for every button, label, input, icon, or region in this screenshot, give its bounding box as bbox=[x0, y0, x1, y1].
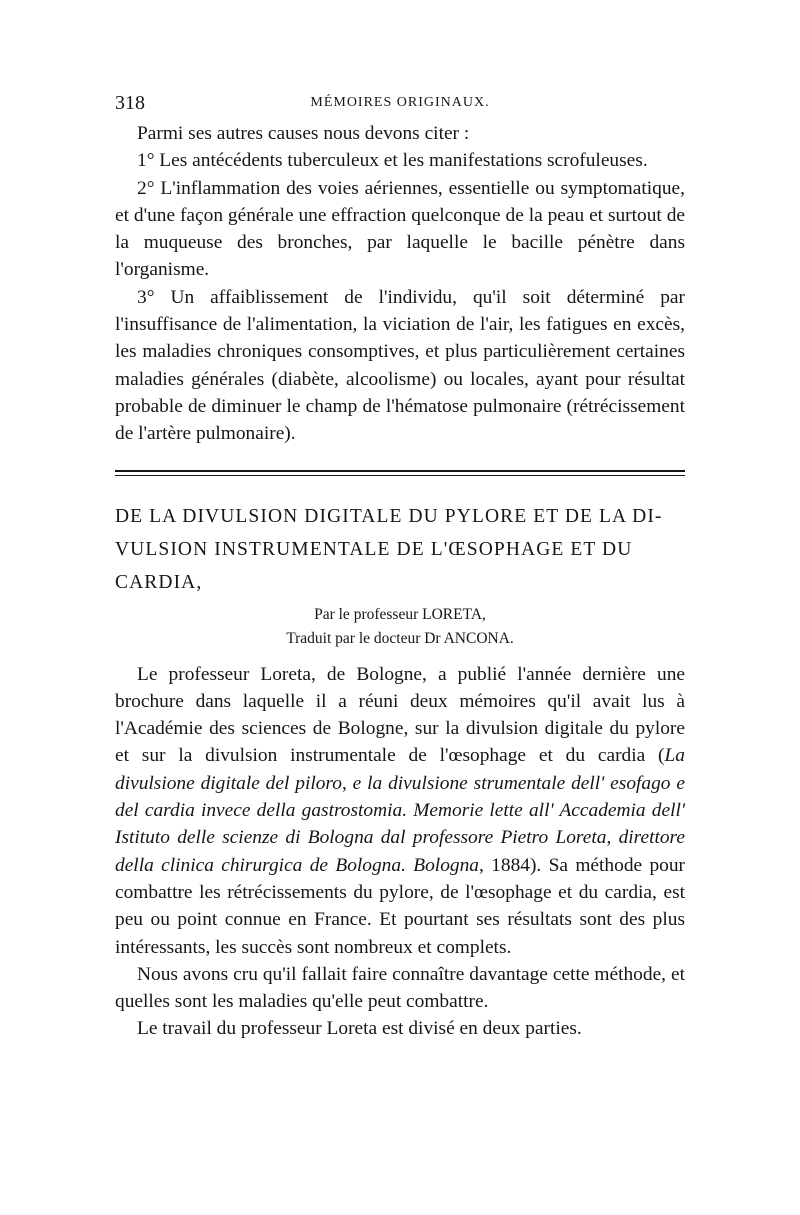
running-title: MÉMOIRES ORIGINAUX. bbox=[310, 95, 490, 110]
page-number: 318 bbox=[115, 92, 145, 114]
paragraph-1-italic-title: La divulsione digitale del piloro bbox=[115, 745, 685, 794]
article-title-line-2: VULSION INSTRUMENTALE DE L'ŒSOPHAGE ET DU bbox=[115, 538, 633, 560]
article-title bbox=[115, 500, 685, 599]
paragraph-1-italic-subtitle: e la divulsione strumentale dell' esofago e del cardia invece della gastrostomia. Memorie lette all' Accademia dell' Istituto delle scienze di Bologna dal professore Pietro Loreta bbox=[115, 772, 685, 849]
section-divider bbox=[115, 470, 685, 476]
paragraph-1-text-start: Le professeur Loreta, de Bologne, a publié l'année dernière une brochure dans laquelle il a réuni deux mémoires qu'il avait lus à l'Académie des sciences de Bologne, sur la divulsion digitale du pylore et sur la divulsion instrumentale de l'œsophage et du cardia ( bbox=[115, 663, 685, 767]
byline-author: Par le professeur LORETA, bbox=[314, 605, 486, 623]
paragraph-1-separator-1: , bbox=[341, 772, 353, 794]
article-paragraph-1 bbox=[115, 661, 685, 961]
paragraph-1-separator-2: , bbox=[606, 827, 619, 849]
running-head bbox=[115, 92, 685, 120]
article-paragraph-3: Le travail du professeur Loreta est divisé en deux parties. bbox=[137, 1018, 582, 1040]
previous-article-ending bbox=[115, 120, 685, 448]
article-title-line-3: CARDIA, bbox=[115, 571, 203, 593]
byline-translator: Traduit par le docteur Dr ANCONA. bbox=[286, 629, 514, 647]
document-page bbox=[115, 92, 685, 1043]
double-rule bbox=[115, 470, 685, 476]
paragraph-1-text-end: , 1884). Sa méthode pour combattre les rétrécissements du pylore, de l'œsophage et du cardia, est peu ou point connue en France. Et pourtant ses résultats sont des plus intéressants, les succès sont nombreux et complets. bbox=[115, 854, 686, 958]
cause-item-2: 2° L'inflammation des voies aériennes, essentielle ou symptomatique, et d'une façon générale une effraction quelconque de la peau et surtout de la muqueuse des bronches, par laquelle le bacille pénètre dans l'organisme. bbox=[115, 177, 685, 281]
cause-item-3: 3° Un affaiblissement de l'individu, qu'il soit déterminé par l'insuffisance de l'alimentation, la viciation de l'air, les fatigues en excès, les maladies chroniques consomptives, et plus particulièrement certaines maladies générales (diabète, alcoolisme) ou locales, ayant pour résultat probable de diminuer le champ de l'hématose pulmonaire (rétrécissement de l'artère pulmonaire). bbox=[115, 286, 685, 445]
article-title-line-1: DE LA DIVULSION DIGITALE DU PYLORE ET DE LA DI- bbox=[115, 505, 663, 527]
paragraph-1-italic-affiliation: direttore della clinica chirurgica de Bologna. Bologna bbox=[115, 827, 685, 876]
causes-intro: Parmi ses autres causes nous devons citer : bbox=[137, 123, 470, 144]
article-paragraph-2: Nous avons cru qu'il fallait faire connaître davantage cette méthode, et quelles sont les maladies qu'elle peut combattre. bbox=[115, 963, 685, 1013]
cause-item-1: 1° Les antécédents tuberculeux et les manifestations scrofuleuses. bbox=[137, 150, 648, 172]
